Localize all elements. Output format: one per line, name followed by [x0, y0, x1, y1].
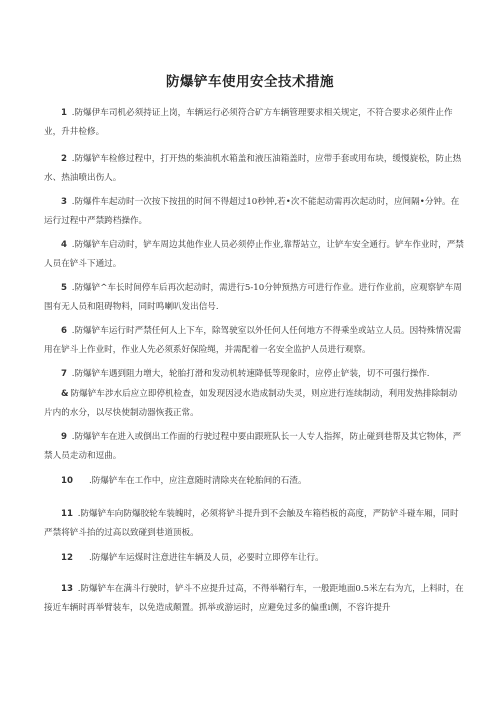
paragraph-7 [44, 365, 464, 384]
paragraph-number: 11 [61, 509, 73, 519]
paragraph-text: .防爆铲车遇到阻力增大，轮胎打滑和发动机转速降低等现象时，应停止铲装，切不可强行操作. [68, 369, 430, 379]
paragraph-number: 12 [61, 553, 73, 563]
paragraph-text: .防爆铲车检修过程中，打开热的柴油机水箱盖和液压油箱盖时，应带手套或用布块，缓慢旋松，防止热水、热油喷出伤人。 [44, 154, 462, 183]
paragraph-number: 2 [61, 154, 67, 164]
document-title: 防爆铲车使用安全技术措施 [166, 74, 334, 90]
paragraph-5 [44, 279, 464, 317]
paragraph-number: 6 [61, 326, 67, 336]
paragraph-number: 4 [61, 240, 67, 250]
paragraph-number: & [61, 389, 69, 399]
paragraph-11 [44, 505, 464, 543]
paragraph-text: .防爆铲车在满斗行驶时，铲斗不应提升过高，不得举鞘行车，一般距地面0.5米左右为亢，上料时，在接近车辆时再举臂装车，以免造成颠置。抓举或游运时，应避免过多的偏重i侧，不容许提升 [44, 584, 464, 613]
paragraph-number: 5 [61, 283, 67, 293]
paragraph-text: .防爆铲车在进入或倒出工作面的行驶过程中要由跟班队长一人专人指挥，防止碰到巷帮及其它物体，严禁人员走动和逗曲。 [44, 432, 462, 461]
paragraph-3 [44, 193, 464, 231]
paragraph-6 [44, 322, 464, 360]
paragraph-12 [44, 549, 464, 568]
paragraph-4 [44, 236, 464, 274]
paragraph-text: .防爆铲车在工作中，应注意随时清除夹在轮胎间的石渣。 [88, 476, 307, 486]
paragraph-number: 3 [61, 197, 67, 207]
paragraph-9 [44, 428, 464, 466]
paragraph-2 [44, 150, 464, 188]
paragraph-13 [44, 580, 464, 618]
paragraph-8 [44, 385, 464, 423]
paragraph-text: .防爆铲^车长时间停车后再次起动时，需进行5-10分钟预热方可进行作业。进行作业前，应观察铲车周围有无人员和阻碍物料，同时鸣喇叭发出信号. [44, 283, 462, 312]
paragraph-number: 7 [61, 369, 67, 379]
paragraph-number: 13 [61, 584, 73, 594]
paragraph-text: .防爆伊车司机必须持证上岗，车辆运行必须符合矿方车辆管理要求相关规定，不符合要求必须件止作业，升井检修。 [44, 108, 453, 137]
paragraph-1 [44, 104, 464, 142]
paragraph-number: 9 [61, 432, 67, 442]
paragraph-number: 1 [61, 108, 67, 118]
paragraph-text: 防爆铲车涉水后应立即停机检查，如发现因浸水造成制动失灵，则应进行连续制动，利用发热排除制动片内的水分，以尽快使制动器恢莪正常。 [44, 389, 458, 418]
paragraph-text: .防爆铲车运煤时注意进往车辆及人员，必要时立即停车让行。 [88, 553, 324, 563]
paragraph-number: 10 [61, 476, 73, 486]
paragraph-text: .防爆铲车运行时严禁任何人上下车，除驾驶室以外任何人任何地方不得乘坐或站立人员。因特殊情况需用在铲斗上作业时，作业人先必须系好保险绳，并需配着一名安全监护人员进行观察。 [44, 326, 462, 355]
paragraph-text: .防爆铲车向防爆胶轮车装魄时，必须将铲斗提升到不会触及车箱档板的高度，严防铲斗碰车厢，同时严禁将铲斗抬的过高以致碰到巷道顶板。 [44, 509, 459, 538]
paragraph-text: .防爆铲车启动时，铲车周边其他作业人员必须停止作业,靠帮站立，让铲车安全通行。铲车作业时，严禁人员在铲斗下通过。 [44, 240, 464, 269]
paragraph-10 [44, 472, 464, 491]
paragraph-text: .防爆件车起动时一次按下按扭的时间不得超过10秒钟,若•次不能起动需再次起动时，应间隔•分钟。在运行过程中严禁跨档操作。 [44, 197, 460, 226]
